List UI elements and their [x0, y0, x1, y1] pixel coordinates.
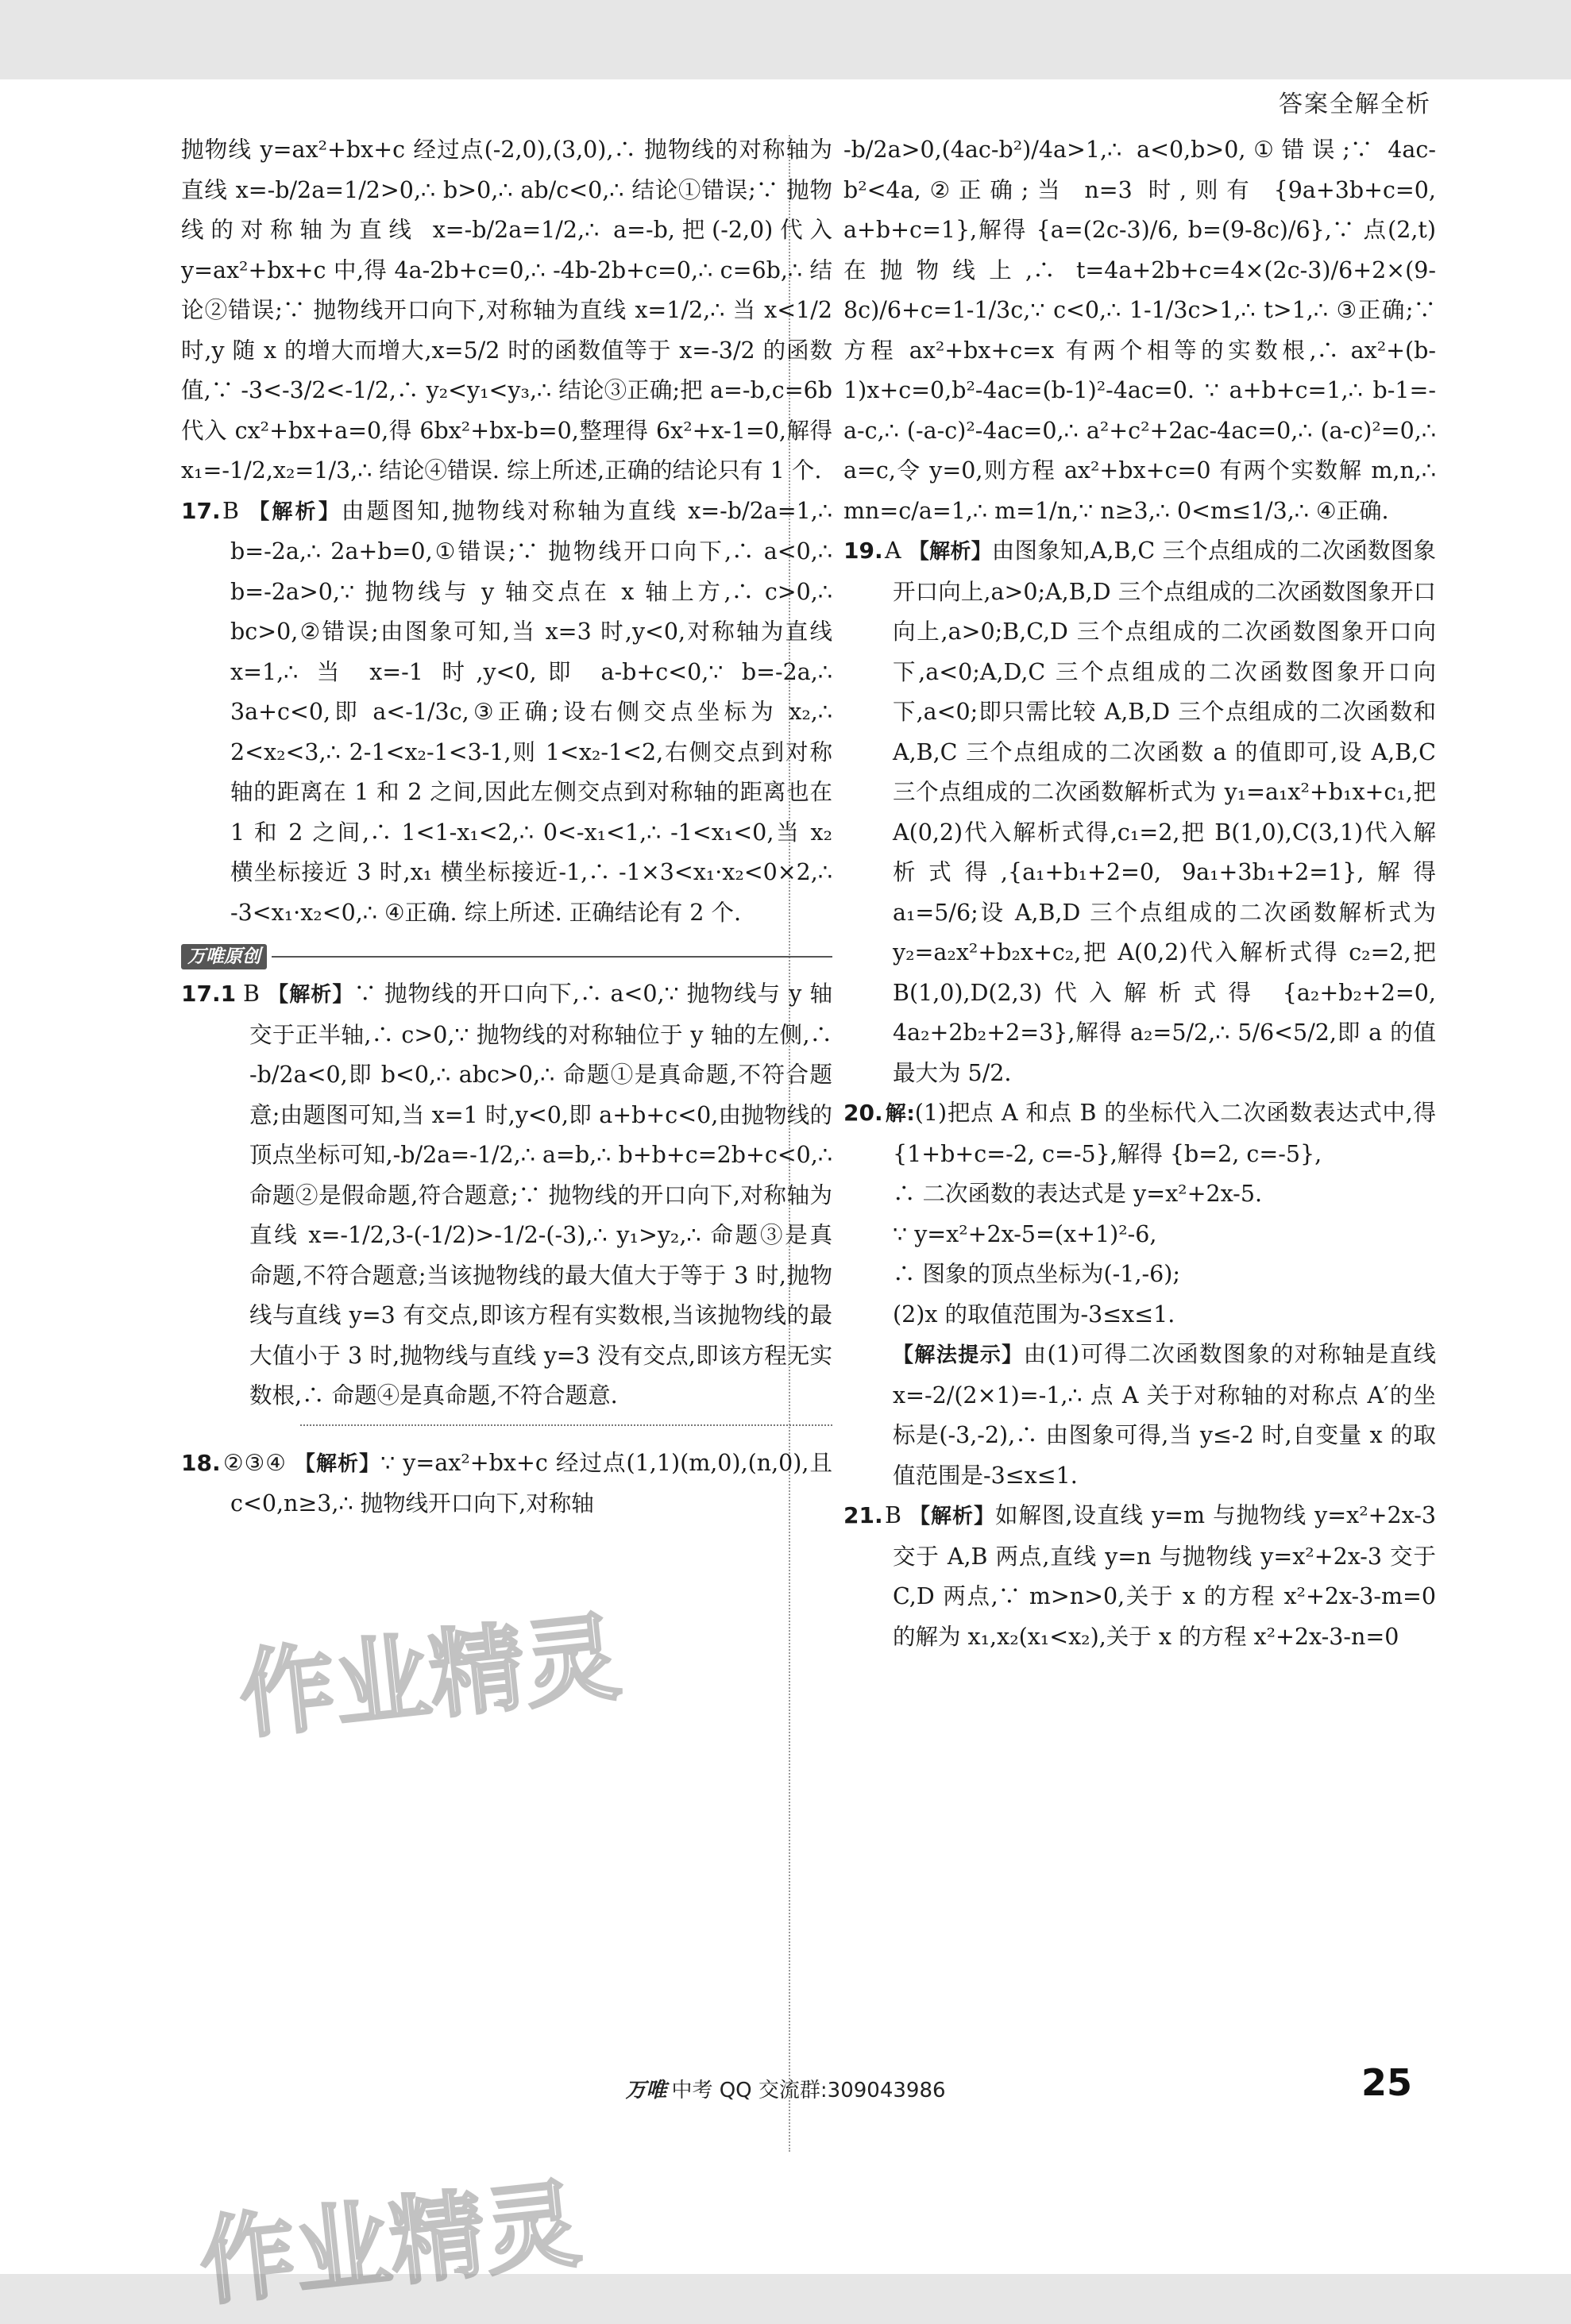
left-column	[181, 130, 832, 1524]
q20-lead: 解:	[885, 1102, 915, 1126]
watermark: 作业精灵	[234, 1602, 626, 1752]
q21-text: 如解图,设直线 y=m 与抛物线 y=x²+2x-3 交于 A,B 两点,直线 y=n 与抛物线 y=x²+2x-3 交于 C,D 两点,∵ m>n>0,关于 x 的方程 x²+2x-3-m=0 的解为 x₁,x₂(x₁<x₂),关于 x 的方程 x²+2x-3-n=0	[893, 1502, 1436, 1650]
q20-line-5: (2)x 的取值范围为-3≤x≤1.	[893, 1301, 1175, 1328]
page-number: 25	[1361, 2061, 1412, 2104]
q18-number: 18.	[181, 1449, 221, 1476]
q17-1-solution	[181, 974, 832, 1416]
q18-tag: 【解析】	[294, 1451, 381, 1476]
q17-1-text: ∵ 抛物线的开口向下,∴ a<0,∵ 抛物线与 y 轴交于正半轴,∴ c>0,∵ 抛物线的对称轴位于 y 轴的左侧,∴ -b/2a<0,即 b<0,∴ abc>0,∴ 命题①是真命题,不符合题意;由题图可知,当 x=1 时,y<0,即 a+b+c<0,由抛物线的顶点坐标可知,-b/2a=-1/2,∴ a=b,∴ b+b+c=2b+c<0,∴ 命题②是假命题,符合题意;∵ 抛物线的开口向下,对称轴为直线 x=-1/2,3-(-1/2)>-1/2-(-3),∴ y₁>y₂,∴ 命题③是真命题,不符合题意;当该抛物线的最大值大于等于 3 时,抛物线与直线 y=3 有交点,即该方程有实数根,当该抛物线的最大值小于 3 时,抛物线与直线 y=3 没有交点,即该方程无实数根,∴ 命题④是真命题,不符合题意.	[249, 981, 833, 1409]
q19-solution	[843, 531, 1436, 1093]
q17-1-tag: 【解析】	[268, 983, 354, 1007]
q20-hint-tag: 【解法提示】	[893, 1343, 1024, 1367]
q21-solution	[843, 1496, 1436, 1657]
q20-number: 20.	[843, 1100, 883, 1126]
section-dots	[300, 1424, 832, 1440]
q20-solution	[843, 1093, 1436, 1174]
q20-line-1: (1)把点 A 和点 B 的坐标代入二次函数表达式中,得 {1+b+c=-2, c=-5},解得 {b=2, c=-5},	[893, 1100, 1436, 1167]
q17-tag: 【解析】	[249, 499, 342, 524]
q20-line-3: ∵ y=x²+2x-5=(x+1)²-6,	[893, 1220, 1157, 1247]
right-column	[843, 130, 1436, 1657]
q21-answer: B	[885, 1502, 901, 1528]
q18-continued: -b/2a>0,(4ac-b²)/4a>1,∴ a<0,b>0,①错误;∵ 4ac-b²<4a,②正确;当 n=3 时,则有 {9a+3b+c=0, a+b+c=1},解得 {a=(2c-3)/6, b=(9-8c)/6},∵ 点(2,t)在抛物线上,∴ t=4a+2b+c=4×(2c-3)/6+2×(9-8c)/6+c=1-1/3c,∵ c<0,∴ 1-1/3c>1,∴ t>1,∴ ③正确;∵ 方程 ax²+bx+c=x 有两个相等的实数根,∴ ax²+(b-1)x+c=0,b²-4ac=(b-1)²-4ac=0. ∵ a+b+c=1,∴ b-1=-a-c,∴ (-a-c)²-4ac=0,∴ a²+c²+2ac-4ac=0,∴ (a-c)²=0,∴ a=c,令 y=0,则方程 ax²+bx+c=0 有两个实数解 m,n,∴ mn=c/a=1,∴ m=1/n,∵ n≥3,∴ 0<m≤1/3,∴ ④正确.	[843, 137, 1436, 524]
q16-continued: 抛物线 y=ax²+bx+c 经过点(-2,0),(3,0),∴ 抛物线的对称轴为直线 x=-b/2a=1/2>0,∴ b>0,∴ ab/c<0,∴ 结论①错误;∵ 抛物线的对称轴为直线 x=-b/2a=1/2,∴ a=-b,把(-2,0)代入 y=ax²+bx+c 中,得 4a-2b+c=0,∴ -4b-2b+c=0,∴ c=6b,∴ 结论②错误;∵ 抛物线开口向下,对称轴为直线 x=1/2,∴ 当 x<1/2 时,y 随 x 的增大而增大,x=5/2 时的函数值等于 x=-3/2 的函数值,∵ -3<-3/2<-1/2,∴ y₂<y₁<y₃,∴ 结论③正确;把 a=-b,c=6b 代入 cx²+bx+a=0,得 6bx²+bx-b=0,整理得 6x²+x-1=0,解得 x₁=-1/2,x₂=1/3,∴ 结论④错误. 综上所述,正确的结论只有 1 个.	[181, 137, 832, 484]
badge-label: 万唯原创	[181, 944, 267, 969]
q17-number: 17.	[181, 497, 221, 524]
q18-solution	[181, 1443, 832, 1524]
page	[0, 79, 1571, 2319]
watermark-bottom: 作业精灵	[195, 2169, 586, 2319]
q19-text: 由图象知,A,B,C 三个点组成的二次函数图象开口向上,a>0;A,B,D 三个点组成的二次函数图象开口向上,a>0;B,C,D 三个点组成的二次函数图象开口向下,a<0;A,D,C 三个点组成的二次函数图象开口向下,a<0;即只需比较 A,B,D 三个点组成的二次函数和 A,B,C 三个点组成的二次函数 a 的值即可,设 A,B,C 三个点组成的二次函数解析式为 y₁=a₁x²+b₁x+c₁,把 A(0,2)代入解析式得,c₁=2,把 B(1,0),C(3,1)代入解析式得,{a₁+b₁+2=0, 9a₁+3b₁+2=1},解得 a₁=5/6;设 A,B,D 三个点组成的二次函数解析式为 y₂=a₂x²+b₂x+c₂,把 A(0,2)代入解析式得 c₂=2,把 B(1,0),D(2,3)代入解析式得 {a₂+b₂+2=0, 4a₂+2b₂+2=3},解得 a₂=5/2,∴ 5/6<5/2,即 a 的值最大为 5/2.	[893, 538, 1436, 1086]
footer-text: 中考 QQ 交流群:309043986	[671, 2079, 946, 2102]
q18-text: ∵ y=ax²+bx+c 经过点(1,1)(m,0),(n,0),且 c<0,n≥3,∴ 抛物线开口向下,对称轴	[230, 1449, 832, 1517]
header-title: 答案全解全析	[1279, 91, 1431, 118]
q17-answer: B	[222, 497, 239, 524]
q19-answer: A	[885, 538, 901, 564]
badge-wrap	[181, 944, 832, 969]
q19-number: 19.	[843, 538, 883, 564]
original-badge	[181, 944, 832, 969]
q20-hint	[843, 1335, 1436, 1496]
footer-brand: 万唯	[625, 2079, 667, 2102]
q21-number: 21.	[843, 1502, 883, 1528]
q17-1-number: 17.1	[181, 981, 237, 1007]
q17-solution	[181, 491, 832, 934]
q19-tag: 【解析】	[908, 540, 992, 564]
footer	[0, 2074, 1571, 2103]
q20-hint-text: 由(1)可得二次函数图象的对称轴是直线 x=-2/(2×1)=-1,∴ 点 A 关于对称轴的对称点 A′的坐标是(-3,-2),∴ 由图象可得,当 y≤-2 时,自变量 x 的取值范围是-3≤x≤1.	[893, 1341, 1436, 1489]
q20-line-4: ∴ 图象的顶点坐标为(-1,-6);	[893, 1261, 1180, 1287]
badge-rule	[272, 956, 832, 958]
q17-text: 由题图知,抛物线对称轴为直线 x=-b/2a=1,∴ b=-2a,∴ 2a+b=0,①错误;∵ 抛物线开口向下,∴ a<0,∴ b=-2a>0,∵ 抛物线与 y 轴交点在 x 轴上方,∴ c>0,∴ bc>0,②错误;由图象可知,当 x=3 时,y<0,对称轴为直线 x=1,∴ 当 x=-1 时,y<0,即 a-b+c<0,∵ b=-2a,∴ 3a+c<0,即 a<-1/3c,③正确;设右侧交点坐标为 x₂,∴ 2<x₂<3,∴ 2-1<x₂-1<3-1,则 1<x₂-1<2,右侧交点到对称轴的距离在 1 和 2 之间,因此左侧交点到对称轴的距离也在 1 和 2 之间,∴ 1<1-x₁<2,∴ 0<-x₁<1,∴ -1<x₁<0,当 x₂ 横坐标接近 3 时,x₁ 横坐标接近-1,∴ -1×3<x₁·x₂<0×2,∴ -3<x₁·x₂<0,∴ ④正确. 综上所述. 正确结论有 2 个.	[230, 497, 832, 926]
q20-line-2: ∴ 二次函数的表达式是 y=x²+2x-5.	[893, 1181, 1263, 1207]
q21-tag: 【解析】	[909, 1505, 995, 1528]
q18-answer: ②③④	[222, 1449, 287, 1476]
q17-1-answer: B	[243, 981, 260, 1007]
